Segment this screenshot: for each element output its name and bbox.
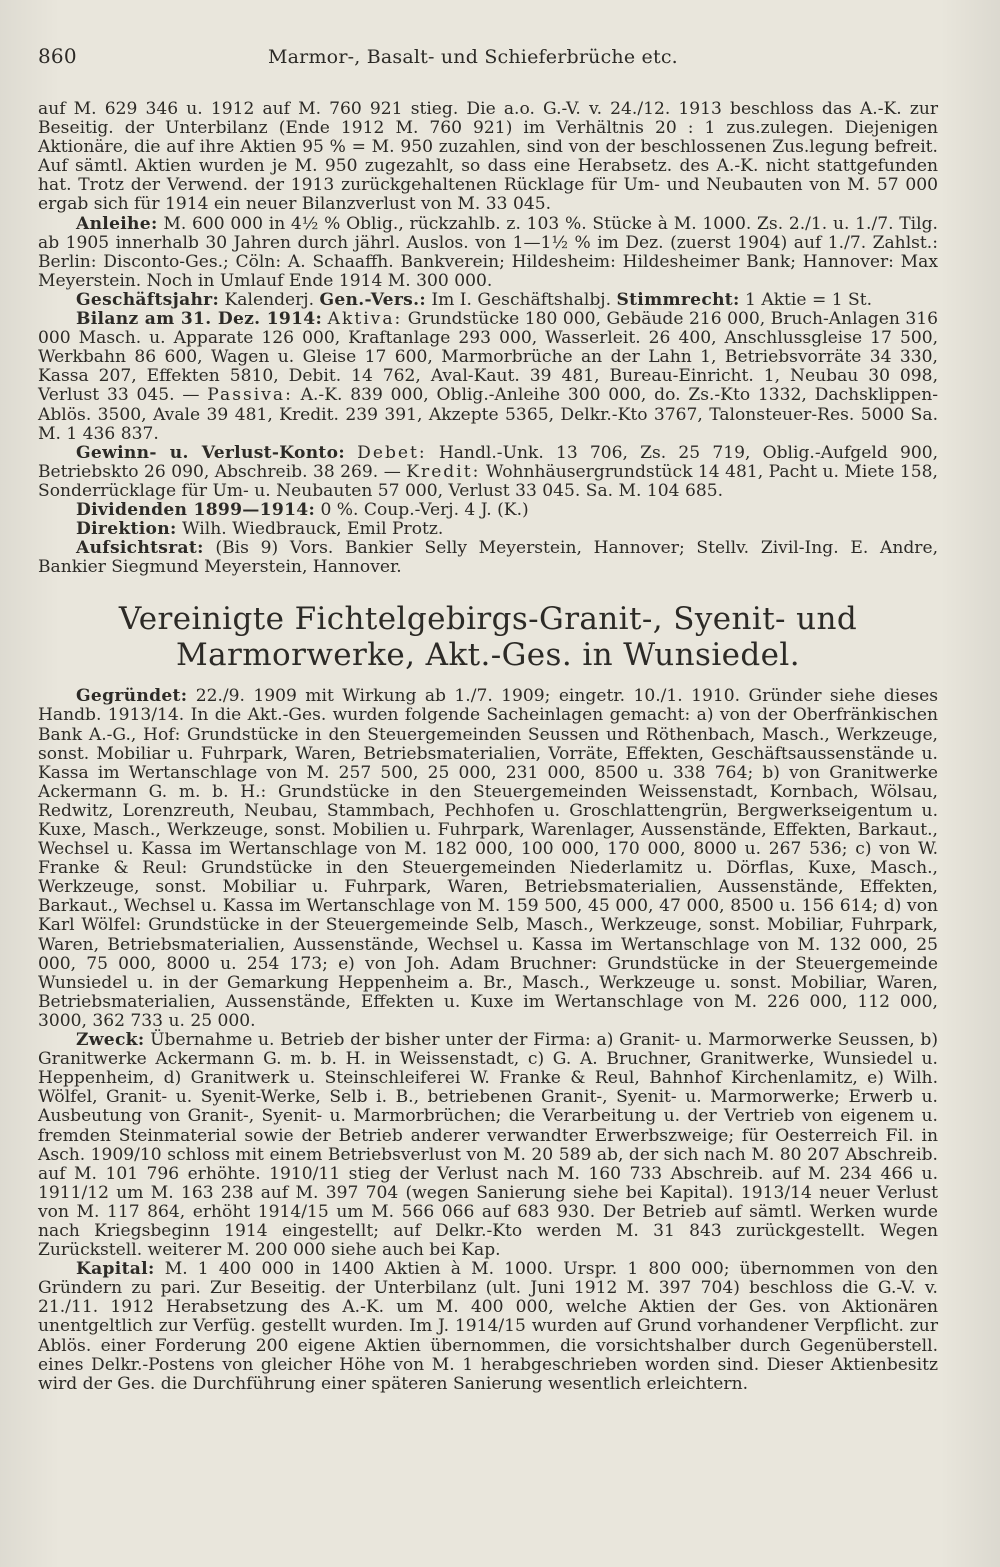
page-header <box>38 44 938 78</box>
zweck-text: Übernahme u. Betrieb der bisher unter der Firma: a) Granit- u. Marmorwerke Seussen, b) Granitwerke Ackermann G. m. b. H. in Weissenstadt, c) G. A. Bruchner, Granitwerke, Wunsiedel u. Heppenheim, d) Granitwerk u. Steinschleiferei W. Franke & Reul, Bahnhof Kirchenlamitz, e) Wilh. Wölfel, Granit- u. Syenit-Werke, Selb i. B., betriebenen Granit-, Syenit- u. Marmorwerke; Erwerb u. Ausbeutung von Granit-, Syenit- u. Marmorbrüchen; die Verarbeitung u. der Vertrieb von eigenem u. fremden Steinmaterial sowie der Betrieb anderer verwandter Erwerbszweige; für Oesterreich Fil. in Asch. 1909/10 schloss mit einem Betriebsverlust von M. 20 589 ab, der sich nach M. 80 207 Abschreib. auf M. 101 796 erhöhte. 1910/11 stieg der Verlust nach M. 160 733 Abschreib. auf M. 234 466 u. 1911/12 um M. 163 238 auf M. 397 704 (wegen Sanierung siehe bei Kapital). 1913/14 neuer Verlust von M. 117 864, erhöht 1914/15 um M. 566 066 auf 683 930. Der Betrieb auf sämtl. Werken wurde nach Kriegsbeginn 1914 eingestellt; auf Delkr.-Kto werden M. 31 843 zurückgestellt. Wegen Zurückstell. weiterer M. 200 000 siehe auch bei Kap. <box>38 1030 938 1261</box>
aktiva-label: Aktiva: <box>327 309 403 330</box>
direktion-paragraph <box>38 520 938 539</box>
direktion-text: Wilh. Wiedbrauck, Emil Protz. <box>176 519 444 540</box>
zweck-paragraph <box>38 1031 938 1260</box>
intro-paragraph: auf M. 629 346 u. 1912 auf M. 760 921 stieg. Die a.o. G.-V. v. 24./12. 1913 beschloss das A.-K. zur Beseitig. der Unterbilanz (Ende 1912 M. 760 921) im Verhältnis 20 : 1 zus.zulegen. Diejenigen Aktionäre, die auf ihre Aktien 95 % = M. 950 zuzahlen, sind von der beschlossenen Zus.legung befreit. Auf sämtl. Aktien wurden je M. 950 zugezahlt, so dass eine Herabsetz. des A.-K. nicht stattgefunden hat. Trotz der Verwend. der 1913 zurückgehaltenen Rücklage für Um- und Neubauten von M. 57 000 ergab sich für 1914 ein neuer Bilanzverlust von M. 33 045. <box>38 99 938 215</box>
kapital-label: Kapital: <box>76 1259 155 1280</box>
anleihe-label: Anleihe: <box>76 213 158 234</box>
dividenden-label: Dividenden 1899—1914: <box>76 499 316 520</box>
guv-paragraph <box>38 444 938 501</box>
bilanz-paragraph <box>38 310 938 444</box>
debet-label: Debet: <box>357 442 427 463</box>
dividenden-text: 0 %. Coup.-Verj. 4 J. (K.) <box>315 499 529 520</box>
stimmrecht-text: 1 Aktie = 1 St. <box>739 289 873 310</box>
company-title: Vereinigte Fichtelgebirgs-Granit-, Syenit- und Marmorwerke, Akt.-Ges. in Wunsiedel. <box>118 601 858 674</box>
direktion-label: Direktion: <box>76 519 177 540</box>
anleihe-paragraph <box>38 215 938 291</box>
section-marmorwerke-continued <box>38 100 938 577</box>
gegruendet-text: 22./9. 1909 mit Wirkung ab 1./7. 1909; eingetr. 10./1. 1910. Gründer siehe dieses Handb. 1913/14. In die Akt.-Ges. wurden folgende Sacheinlagen gemacht: a) von der Oberfränkischen Bank A.-G., Hof: Grundstücke in den Steuergemeinden Seussen und Röthenbach, Masch., Werkzeuge, sonst. Mobiliar u. Fuhrpark, Waren, Betriebsmaterialien, Vorräte, Effekten, Geschäftsaussenstände u. Kassa im Wertanschlage von M. 257 500, 25 000, 231 000, 8500 u. 338 764; b) von Granitwerke Ackermann G. m. b. H.: Grundstücke in den Steuergemeinden Weissenstadt, Kornbach, Wölsau, Redwitz, Lorenzreuth, Neubau, Stammbach, Pechhofen u. Groschlattengrün, Bergwerkseigentum u. Kuxe, Masch., Werkzeuge, sonst. Mobilien u. Fuhrpark, Warenlager, Aussenstände, Effekten, Barkaut., Wechsel u. Kassa im Wertanschlage von M. 182 000, 100 000, 170 000, 8000 u. 267 536; c) von W. Franke & Reul: Grundstücke in den Steuergemeinden Niederlamitz u. Dörflas, Kuxe, Masch., Werkzeuge, sonst. Mobiliar u. Fuhrpark, Waren, Betriebsmaterialien, Aussenstände, Effekten, Barkaut., Wechsel u. Kassa im Wertanschlage von M. 159 500, 45 000, 47 000, 8500 u. 156 614; d) von Karl Wölfel: Grundstücke in der Steuergemeinde Selb, Masch., Werkzeuge, sonst. Mobiliar, Fuhrpark, Waren, Betriebsmaterialien, Aussenstände, Wechsel u. Kassa im Wertanschlage von M. 132 000, 25 000, 75 000, 8000 u. 254 173; e) von Joh. Adam Bruchner: Grundstücke in der Steuergemeinde Wunsiedel u. in der Gemarkung Heppenheim a. Br., Masch., Werkzeuge u. sonst. Mobiliar, Waren, Betriebsmaterialien, Aussenstände, Effekten u. Kuxe im Wertanschlage von M. 226 000, 112 000, 3000, 362 733 u. 25 000. <box>38 686 938 1031</box>
section-fichtelgebirgs-granitwerke <box>38 687 938 1393</box>
aktiva-text: Grundstücke 180 000, Gebäude 216 000, Bruch-Anlagen 316 000 Masch. u. Apparate 126 000, Kraftanlage 293 000, Wasserleit. 26 400, Anschlussgleise 17 500, Werkbahn 86 600, Wagen u. Gleise 17 600, Marmorbrüche an der Lahn 1, Betriebsvorräte 34 330, Kassa 207, Effekten 5810, Debit. 14 762, Aval-Kaut. 39 481, Bureau-Einricht. 1, Neubau 30 098, Verlust 33 045. — <box>38 309 939 406</box>
gen-vers-text: Im I. Geschäftshalbj. <box>425 289 617 310</box>
running-title: Marmor-, Basalt- und Schieferbrüche etc. <box>268 46 678 68</box>
passiva-text: A.-K. 839 000, Oblig.-Anleihe 300 000, do. Zs.-Kto 1332, Dachsklippen-Ablös. 3500, Avale 39 481, Kredit. 239 391, Akzepte 5365, Delkr.-Kto 3767, Talonsteuer-Res. 5000 Sa. M. 1 436 837. <box>38 385 938 444</box>
aufsichtsrat-label: Aufsichtsrat: <box>76 538 204 559</box>
kredit-text: Wohnhäusergrundstück 14 481, Pacht u. Miete 158, Sonderrücklage für Um- u. Neubauten 57 000, Verlust 33 045. Sa. M. 104 685. <box>38 461 938 501</box>
geschaeftsjahr-label: Geschäftsjahr: <box>76 289 220 310</box>
kapital-text: M. 1 400 000 in 1400 Aktien à M. 1000. Urspr. 1 800 000; übernommen von den Gründern zu pari. Zur Beseitig. der Unterbilanz (ult. Juni 1912 M. 397 704) beschloss die G.-V. v. 21./11. 1912 Herabsetzung des A.-K. um M. 400 000, welche Aktien der Ges. von Aktionären unentgeltlich zur Verfüg. gestellt wurden. Im J. 1914/15 wurden auf Grund vorhandener Verpflicht. zur Ablös. einer Forderung 200 eigene Aktien übernommen, die vorsichtshalber durch Gegenüberstell. eines Delkr.-Postens von gleicher Höhe von M. 1 herabgeschrieben worden sind. Dieser Aktienbesitz wird der Ges. die Durchführung einer späteren Sanierung wesentlich erleichtern. <box>38 1259 938 1394</box>
stimmrecht-label: Stimmrecht: <box>616 289 740 310</box>
dividenden-paragraph <box>38 501 938 520</box>
aufsichtsrat-text: (Bis 9) Vors. Bankier Selly Meyerstein, Hannover; Stellv. Zivil-Ing. E. Andre, Bankier Siegmund Meyerstein, Hannover. <box>38 538 938 578</box>
debet-text: Handl.-Unk. 13 706, Zs. 25 719, Oblig.-Aufgeld 900, Betriebskto 26 090, Abschreib. 38 269. — <box>38 442 939 482</box>
kredit-label: Kredit: <box>406 461 481 482</box>
gen-vers-label: Gen.-Vers.: <box>319 289 426 310</box>
aufsichtsrat-paragraph <box>38 539 938 577</box>
guv-label: Gewinn- u. Verlust-Konto: <box>76 442 345 463</box>
page-number: 860 <box>38 44 77 68</box>
geschaeftsjahr-text: Kalenderj. <box>219 289 320 310</box>
zweck-label: Zweck: <box>76 1030 145 1051</box>
passiva-label: Passiva: <box>207 385 293 406</box>
bilanz-label: Bilanz am 31. Dez. 1914: <box>76 309 323 330</box>
kapital-paragraph <box>38 1260 938 1394</box>
geschaeftsjahr-paragraph <box>38 291 938 310</box>
gegruendet-paragraph <box>38 687 938 1031</box>
gegruendet-label: Gegründet: <box>76 686 188 707</box>
anleihe-text: M. 600 000 in 4½ % Oblig., rückzahlb. z. 103 %. Stücke à M. 1000. Zs. 2./1. u. 1./7. Tilg. ab 1905 innerhalb 30 Jahren durch jährl. Auslos. von 1—1½ % im Dez. (zuerst 1904) auf 1./7. Zahlst.: Berlin: Disconto-Ges.; Cöln: A. Schaaffh. Bankverein; Hildesheim: Hildesheimer Bank; Hannover: Max Meyerstein. Noch in Umlauf Ende 1914 M. 300 000. <box>38 213 938 291</box>
